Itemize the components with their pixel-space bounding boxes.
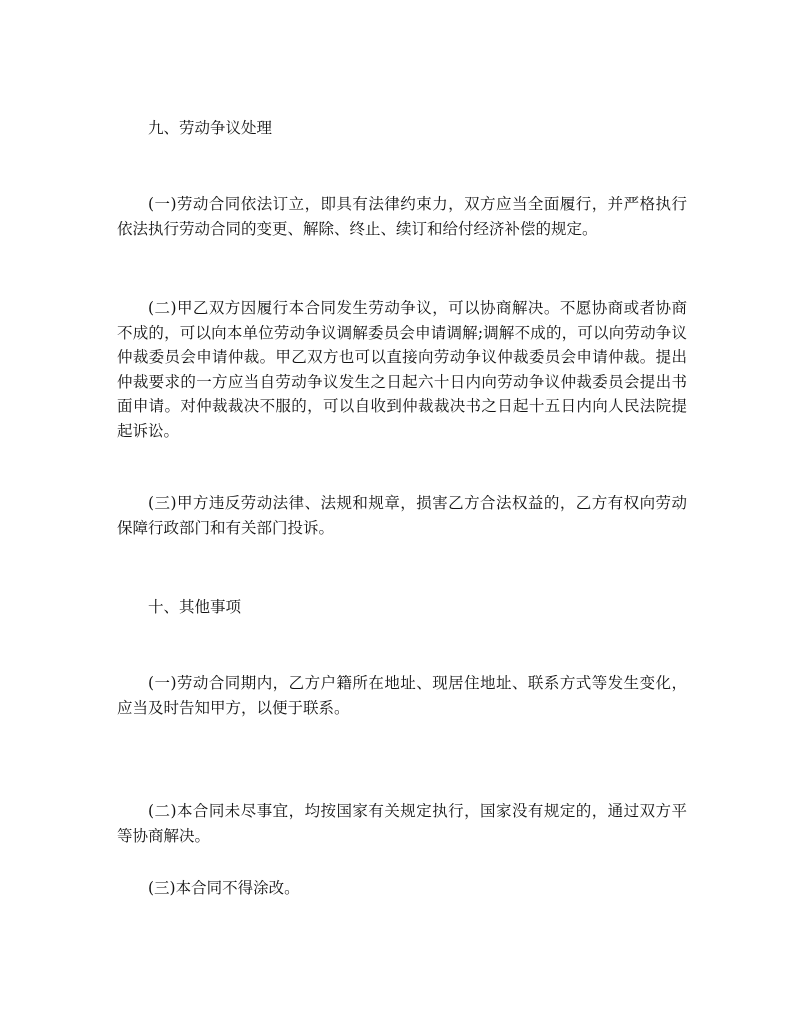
paragraph-text: (三)甲方违反劳动法律、法规和规章，损害乙方合法权益的，乙方有权向劳动保障行政部门和有关部门投诉。 xyxy=(117,494,687,537)
paragraph-text: (一)劳动合同期内，乙方户籍所在地址、现居住地址、联系方式等发生变化，应当及时告知甲方，以便于联系。 xyxy=(117,674,687,717)
paragraph-text: (一)劳动合同依法订立，即具有法律约束力，双方应当全面履行，并严格执行依法执行劳动合同的变更、解除、终止、续订和给付经济补偿的规定。 xyxy=(117,195,687,238)
section-heading-dispute xyxy=(117,116,687,141)
paragraph-text: (二)甲乙双方因履行本合同发生劳动争议，可以协商解决。不愿协商或者协商不成的，可以向本单位劳动争议调解委员会申请调解;调解不成的，可以向劳动争议仲裁委员会申请仲裁。甲乙双方也可以直接向劳动争议仲裁委员会申请仲裁。提出仲裁要求的一方应当自劳动争议发生之日起六十日内向劳动争议仲裁委员会提出书面申请。对仲裁裁决不服的，可以自收到仲裁裁决书之日起十五日内向人民法院提起诉讼。 xyxy=(117,299,687,440)
paragraph-dispute-3 xyxy=(117,491,687,540)
paragraph-other-3 xyxy=(117,876,687,901)
section-heading-text: 九、劳动争议处理 xyxy=(148,119,273,137)
paragraph-other-2 xyxy=(117,799,687,848)
paragraph-dispute-2 xyxy=(117,296,687,443)
paragraph-dispute-1 xyxy=(117,192,687,241)
section-heading-text: 十、其他事项 xyxy=(148,598,242,616)
paragraph-text: (二)本合同未尽事宜，均按国家有关规定执行，国家没有规定的，通过双方平等协商解决。 xyxy=(117,802,687,845)
paragraph-other-1 xyxy=(117,671,687,720)
section-heading-other xyxy=(117,595,687,620)
paragraph-text: (三)本合同不得涂改。 xyxy=(148,879,300,897)
